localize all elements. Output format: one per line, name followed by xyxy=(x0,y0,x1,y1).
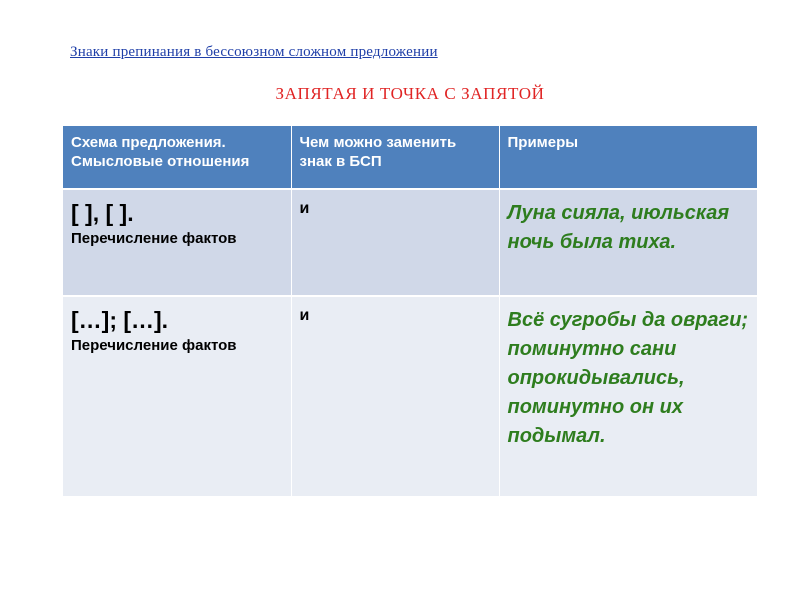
semantic-relation: Перечисление фактов xyxy=(71,337,237,354)
topic-link[interactable]: Знаки препинания в бессоюзном сложном предложении xyxy=(70,44,438,60)
punctuation-table xyxy=(63,126,757,496)
slide-subtitle: ЗАПЯТАЯ И ТОЧКА С ЗАПЯТОЙ xyxy=(275,84,545,103)
sentence-scheme: [ ], [ ]. xyxy=(71,200,134,226)
replace-cell xyxy=(291,189,499,296)
semantic-relation: Перечисление фактов xyxy=(71,230,237,247)
header-scheme: Схема предложения. Смысловые отношения xyxy=(63,126,291,189)
replacement-word: и xyxy=(299,307,310,324)
replacement-word: и xyxy=(299,200,310,217)
sentence-scheme: […]; […]. xyxy=(71,307,169,333)
scheme-cell xyxy=(63,296,291,496)
header-examples: Примеры xyxy=(499,126,757,189)
header-replace: Чем можно заменить знак в БСП xyxy=(291,126,499,189)
example-sentence: Всё сугробы да овраги; поминутно сани опрокидывались, поминутно он их подымал. xyxy=(507,309,749,447)
replace-cell xyxy=(291,296,499,496)
example-cell xyxy=(499,189,757,296)
table-row xyxy=(63,296,757,496)
table-row xyxy=(63,189,757,296)
example-sentence: Луна сияла, июльская ночь была тиха. xyxy=(507,202,730,253)
scheme-cell xyxy=(63,189,291,296)
example-cell xyxy=(499,296,757,496)
table-header-row xyxy=(63,126,757,189)
